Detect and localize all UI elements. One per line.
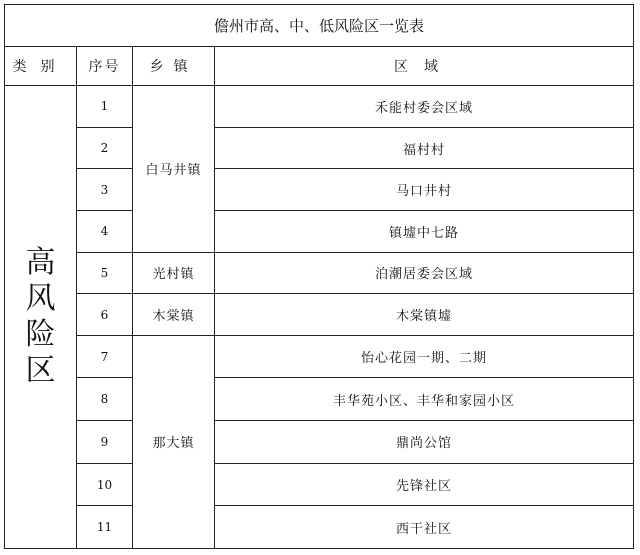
row-number: 7 xyxy=(77,335,133,378)
risk-category-cell xyxy=(5,86,77,549)
row-number: 6 xyxy=(77,294,133,336)
row-number: 2 xyxy=(77,127,133,169)
area-cell: 西干社区 xyxy=(215,506,634,549)
table-row xyxy=(5,378,634,421)
town-cell: 木棠镇 xyxy=(133,294,215,336)
area-cell: 福村村 xyxy=(215,127,634,169)
row-number: 5 xyxy=(77,252,133,294)
row-number: 4 xyxy=(77,211,133,253)
area-cell: 马口井村 xyxy=(215,169,634,211)
area-cell: 怡心花园一期、二期 xyxy=(215,335,634,378)
header-number: 序号 xyxy=(77,46,133,86)
town-cell: 白马井镇 xyxy=(133,86,215,252)
area-cell: 丰华苑小区、丰华和家园小区 xyxy=(215,378,634,421)
area-cell: 镇墟中七路 xyxy=(215,211,634,253)
risk-area-table xyxy=(4,4,634,549)
area-cell: 泊潮居委会区域 xyxy=(215,252,634,294)
table-row xyxy=(5,335,634,378)
header-area: 区域 xyxy=(215,46,634,86)
area-cell: 鼎尚公馆 xyxy=(215,421,634,464)
row-number: 9 xyxy=(77,421,133,464)
table-row xyxy=(5,463,634,506)
row-number: 1 xyxy=(77,86,133,128)
table-row xyxy=(5,127,634,169)
row-number: 8 xyxy=(77,378,133,421)
table-row xyxy=(5,294,634,336)
area-cell: 木棠镇墟 xyxy=(215,294,634,336)
header-row xyxy=(5,46,634,86)
risk-category: 高风险区 xyxy=(25,245,56,389)
table-row xyxy=(5,506,634,549)
title-row xyxy=(5,5,634,47)
town-cell: 那大镇 xyxy=(133,335,215,548)
table-row xyxy=(5,169,634,211)
town-cell: 光村镇 xyxy=(133,252,215,294)
table-row xyxy=(5,252,634,294)
area-cell: 禾能村委会区域 xyxy=(215,86,634,128)
table-row xyxy=(5,86,634,128)
row-number: 3 xyxy=(77,169,133,211)
row-number: 11 xyxy=(77,506,133,549)
table-row xyxy=(5,421,634,464)
table-row xyxy=(5,211,634,253)
area-cell: 先锋社区 xyxy=(215,463,634,506)
table-title: 儋州市高、中、低风险区一览表 xyxy=(5,5,634,47)
row-number: 10 xyxy=(77,463,133,506)
header-town: 乡镇 xyxy=(133,46,215,86)
header-category: 类别 xyxy=(5,46,77,86)
